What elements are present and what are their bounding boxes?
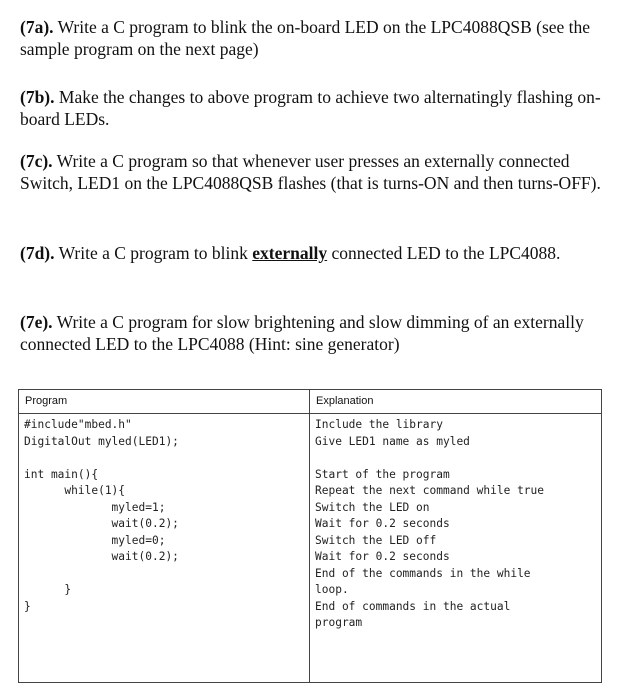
explanation-line: End of commands in the actual — [315, 599, 511, 613]
question-7b — [20, 86, 610, 130]
question-7d-emphasis: externally — [252, 243, 328, 263]
code-line — [24, 450, 179, 467]
question-7a-label: (7a). — [20, 17, 54, 37]
question-7c-label: (7c). — [20, 151, 53, 171]
program-explanation-table — [18, 389, 602, 683]
code-line: DigitalOut myled(LED1); — [24, 434, 179, 448]
question-7d-label: (7d). — [20, 243, 55, 263]
explanation-line: program — [315, 616, 363, 629]
explanation-line: loop. — [315, 583, 349, 596]
question-7e-label: (7e). — [20, 312, 53, 332]
program-code — [24, 417, 179, 615]
question-7d — [20, 242, 610, 264]
explanation-text — [315, 417, 544, 632]
question-7c — [20, 150, 610, 194]
question-7d-text-post: connected LED to the LPC4088. — [327, 243, 561, 263]
question-7b-label: (7b). — [20, 87, 55, 107]
code-line: int main(){ — [24, 467, 99, 481]
explanation-line: Repeat the next command while true — [315, 484, 545, 497]
code-line: wait(0.2); — [24, 517, 179, 530]
explanation-line: End of the commands in the while — [315, 566, 531, 580]
explanation-line: Wait for 0.2 seconds — [315, 550, 450, 563]
explanation-line: Start of the program — [315, 467, 450, 481]
explanation-line: Include the library — [315, 418, 443, 431]
question-7c-text: Write a C program so that whenever user presses an externally connected Switch, LED1 on the LPC4088QSB flashes (that is turns-ON and then turns-OFF). — [20, 151, 601, 193]
explanation-line: Switch the LED on — [315, 500, 430, 514]
explanation-line — [315, 450, 544, 467]
code-line: myled=1; — [24, 500, 166, 514]
code-line: } — [24, 599, 31, 613]
code-line — [24, 566, 179, 583]
column-divider — [309, 390, 310, 682]
code-line: wait(0.2); — [24, 550, 179, 563]
question-7e-text: Write a C program for slow brightening and slow dimming of an externally connected LED to the LPC4088 (Hint: sine generator) — [20, 312, 584, 354]
question-7a-text: Write a C program to blink the on-board LED on the LPC4088QSB (see the sample program on the next page) — [20, 17, 591, 59]
code-line: } — [24, 583, 72, 596]
code-line: while(1){ — [24, 484, 126, 497]
question-7e — [20, 311, 610, 355]
code-line: myled=0; — [24, 533, 166, 547]
explanation-line: Wait for 0.2 seconds — [315, 517, 450, 530]
code-line: #include"mbed.h" — [24, 418, 132, 431]
question-7d-text-pre: Write a C program to blink — [54, 243, 253, 263]
explanation-line: Switch the LED off — [315, 533, 437, 547]
explanation-column-header: Explanation — [316, 395, 374, 407]
header-divider — [19, 413, 601, 414]
question-7a — [20, 16, 610, 60]
explanation-line: Give LED1 name as myled — [315, 434, 470, 448]
program-column-header: Program — [25, 395, 68, 407]
question-7b-text: Make the changes to above program to achieve two alternatingly flashing on-board LEDs. — [20, 87, 601, 129]
